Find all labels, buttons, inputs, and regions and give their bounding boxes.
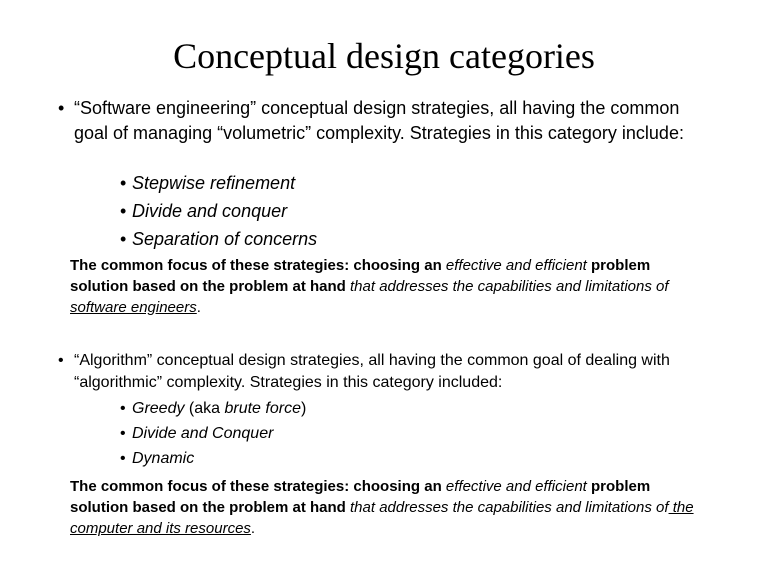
focus-end: . xyxy=(250,520,256,537)
focus-statement-1 xyxy=(70,255,710,318)
list-item-label: Divide and conquer xyxy=(132,201,288,221)
list-item: • Greedy (aka brute force) xyxy=(120,400,307,417)
focus-lead: The common focus of these strategies: choosing an xyxy=(70,257,446,274)
list-item-label: Separation of concerns xyxy=(132,229,318,249)
focus-end: . xyxy=(196,299,201,316)
list-item-aside: (aka xyxy=(184,400,225,417)
focus-emphasis-2: that addresses the capabilities and limitations of xyxy=(350,499,669,516)
list-item-aside-close: ) xyxy=(300,400,307,417)
list-item-label: Dynamic xyxy=(132,450,195,467)
list-item: • Stepwise refinement xyxy=(120,173,296,193)
focus-emphasis: effective and efficient xyxy=(445,257,587,274)
list-item: • Dynamic xyxy=(120,450,195,467)
focus-mid: problem solution based on the problem at hand xyxy=(70,478,651,516)
list-item-label: Stepwise refinement xyxy=(132,173,296,193)
focus-statement-2 xyxy=(70,476,710,539)
focus-underlined: software engineers xyxy=(70,299,197,316)
bullet-dot: • xyxy=(58,352,64,369)
bullet-text: “Software engineering” conceptual design strategies, all having the common goal of managing “volumetric” complexity. Strategies in this category include: xyxy=(74,98,684,143)
software-strategies-list xyxy=(120,169,317,253)
bullet-algorithm xyxy=(58,350,718,394)
focus-emphasis: effective and efficient xyxy=(445,478,587,495)
bullet-software-engineering xyxy=(58,96,708,146)
list-item-label: Divide and Conquer xyxy=(132,425,274,442)
slide-title: Conceptual design categories xyxy=(173,36,595,76)
focus-underlined: the computer and its resources xyxy=(70,499,694,537)
algorithm-strategies-list xyxy=(120,396,306,471)
list-item: • Divide and conquer xyxy=(120,201,288,221)
list-item: • Divide and Conquer xyxy=(120,425,274,442)
focus-mid: problem solution based on the problem at hand xyxy=(70,257,651,295)
list-item: • Separation of concerns xyxy=(120,229,318,249)
list-item-emphasis: brute force xyxy=(224,400,301,417)
focus-emphasis-2: that addresses the capabilities and limitations of xyxy=(350,278,669,295)
list-item-label: Greedy xyxy=(132,400,185,417)
bullet-text: “Algorithm” conceptual design strategies, all having the common goal of dealing with “algorithmic” complexity. Strategies in this category included: xyxy=(74,352,670,391)
focus-lead: The common focus of these strategies: choosing an xyxy=(70,478,446,495)
bullet-dot: • xyxy=(58,98,65,118)
